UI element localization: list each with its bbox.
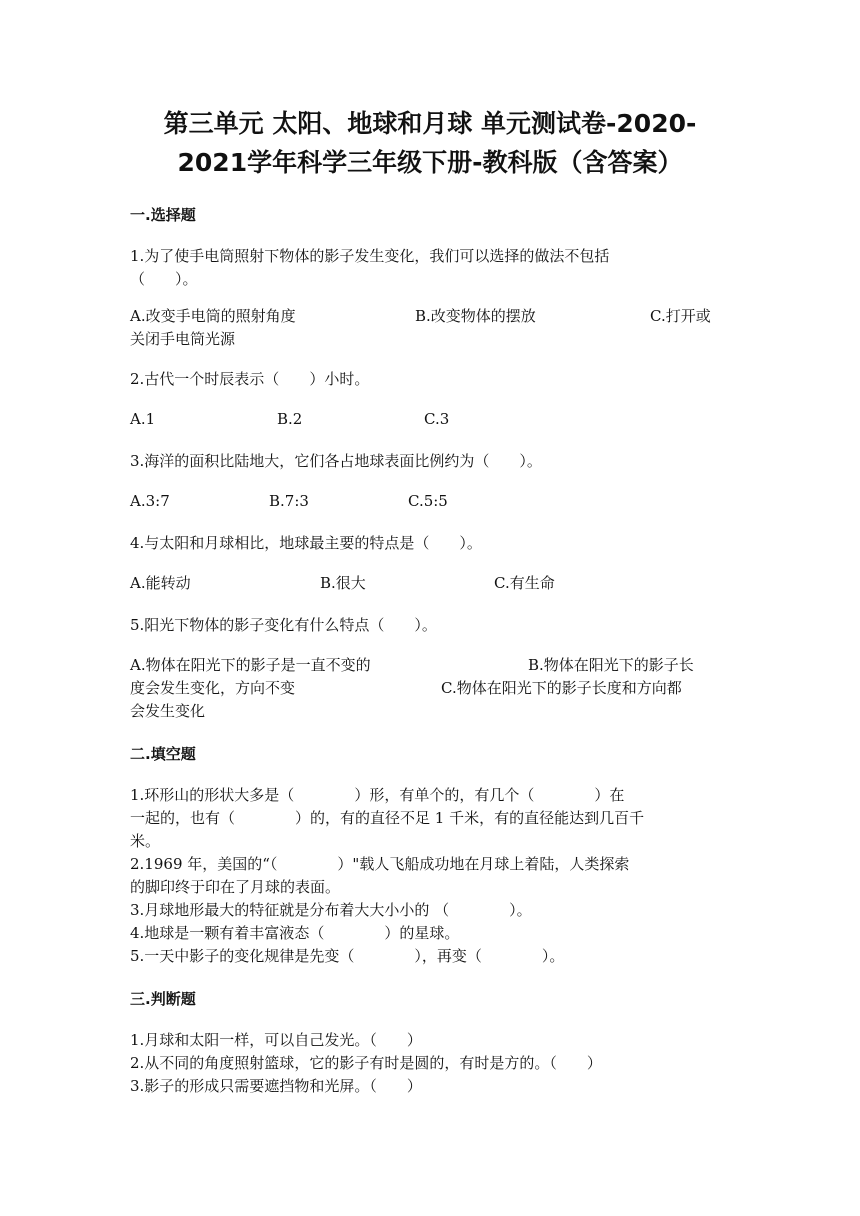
option-b: B.7:3: [269, 492, 309, 510]
option-a: A.改变手电筒的照射角度: [130, 307, 296, 325]
question-4: 4.与太阳和月球相比，地球最主要的特点是（ ）。: [130, 534, 482, 552]
text-line: 3.影子的形成只需要遮挡物和光屏。（ ）: [130, 1077, 422, 1095]
option-b: B.改变物体的摆放: [415, 307, 536, 325]
true-false-questions: [130, 1029, 730, 1098]
option-a: A.1: [130, 410, 156, 428]
text-line: 2.从不同的角度照射篮球，它的影子有时是圆的，有时是方的。（ ）: [130, 1054, 602, 1072]
option-c-continued: 关闭手电筒光源: [130, 330, 236, 348]
question-2-options: [130, 408, 730, 431]
question-4-options: [130, 572, 730, 595]
section-heading-choice: 一.选择题: [130, 206, 196, 224]
question-5-options: [130, 654, 730, 723]
option-b-continued: 度会发生变化，方向不变: [130, 679, 296, 697]
document-title: [112, 104, 748, 182]
option-c: C.物体在阳光下的影子长度和方向都: [441, 679, 682, 697]
option-b: B.很大: [320, 574, 366, 592]
text-line: 5.一天中影子的变化规律是先变（ ），再变（ ）。: [130, 947, 565, 965]
question-3-options: [130, 490, 730, 513]
question-1-options: [130, 305, 730, 351]
question-stem: （ ）。: [130, 270, 198, 288]
option-a: A.物体在阳光下的影子是一直不变的: [130, 656, 371, 674]
section-heading-fill-blank: 二.填空题: [130, 745, 196, 763]
question-1: [130, 245, 730, 291]
option-c-continued: 会发生变化: [130, 702, 206, 720]
text-line: 3.月球地形最大的特征就是分布着大大小小的 （ ）。: [130, 901, 532, 919]
section-heading-true-false: 三.判断题: [130, 990, 196, 1008]
title-line-1: 第三单元 太阳、地球和月球 单元测试卷-2020-: [163, 109, 697, 138]
option-c: C.有生命: [494, 574, 555, 592]
text-line: 1.月球和太阳一样，可以自己发光。（ ）: [130, 1031, 422, 1049]
option-c: C.打开或: [650, 307, 711, 325]
option-b: B.物体在阳光下的影子长: [528, 656, 694, 674]
text-line: 一起的，也有（ ）的，有的直径不足 1 千米，有的直径能达到几百千: [130, 809, 645, 827]
fill-blank-questions: [130, 784, 730, 968]
question-stem: 1.为了使手电筒照射下物体的影子发生变化，我们可以选择的做法不包括: [130, 247, 610, 265]
option-b: B.2: [277, 410, 303, 428]
text-line: 2.1969 年，美国的“（ ）"载人飞船成功地在月球上着陆，人类探索: [130, 855, 630, 873]
title-line-2: 2021学年科学三年级下册-教科版（含答案）: [177, 148, 683, 177]
question-5: 5.阳光下物体的影子变化有什么特点（ ）。: [130, 616, 437, 634]
option-a: A.能转动: [130, 574, 191, 592]
option-c: C.3: [424, 410, 450, 428]
text-line: 1.环形山的形状大多是（ ）形，有单个的，有几个（ ）在: [130, 786, 625, 804]
option-c: C.5:5: [408, 492, 448, 510]
question-2: 2.古代一个时辰表示（ ）小时。: [130, 370, 370, 388]
option-a: A.3:7: [130, 492, 170, 510]
text-line: 的脚印终于印在了月球的表面。: [130, 878, 341, 896]
question-3: 3.海洋的面积比陆地大，它们各占地球表面比例约为（ ）。: [130, 452, 542, 470]
text-line: 4.地球是一颗有着丰富液态（ ）的星球。: [130, 924, 460, 942]
text-line: 米。: [130, 832, 161, 850]
